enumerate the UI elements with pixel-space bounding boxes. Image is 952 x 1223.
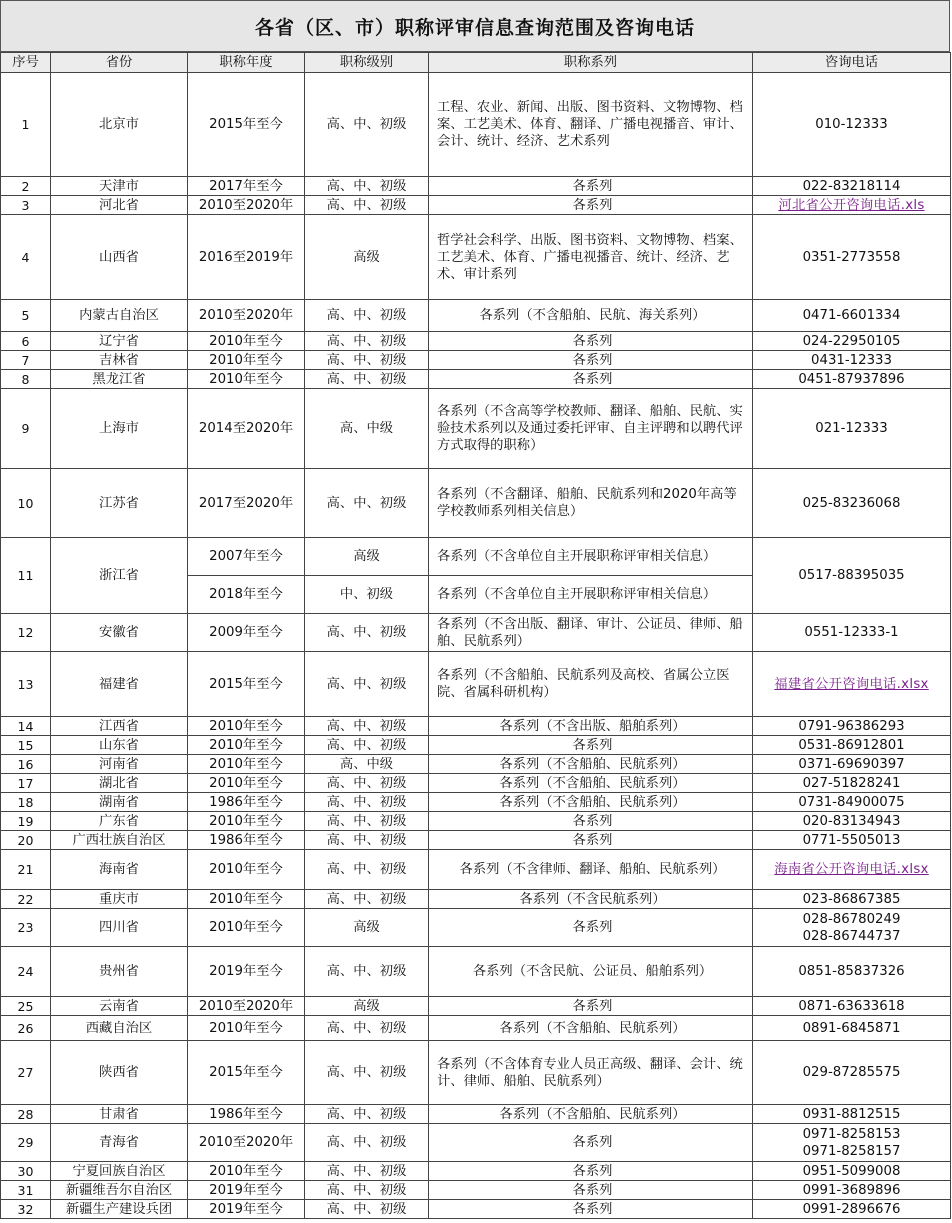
- row-number: 12: [1, 614, 51, 652]
- phone-cell: [753, 389, 951, 469]
- series-cell: 各系列: [429, 1124, 753, 1162]
- table-row: [1, 909, 951, 947]
- row-number: 11: [1, 538, 51, 614]
- province-cell: 吉林省: [51, 351, 188, 370]
- table-row: [1, 652, 951, 717]
- level-cell: 高、中、初级: [305, 947, 429, 997]
- phone-number: 0871-63633618: [798, 998, 905, 1014]
- level-cell: 高、中、初级: [305, 300, 429, 332]
- phone-file-link[interactable]: 海南省公开咨询电话.xlsx: [774, 862, 929, 877]
- table-row: [1, 469, 951, 538]
- table-row: [1, 1162, 951, 1181]
- level-cell: 高、中、初级: [305, 73, 429, 177]
- phone-number: 027-51828241: [802, 775, 901, 791]
- level-cell: 高、中级: [305, 389, 429, 469]
- table-row: [1, 1124, 951, 1162]
- series-cell: 各系列: [429, 177, 753, 196]
- year-cell: 2014至2020年: [188, 389, 305, 469]
- phone-cell: [753, 831, 951, 850]
- year-cell: 2010年至今: [188, 755, 305, 774]
- year-cell: 2010年至今: [188, 774, 305, 793]
- table-row: [1, 997, 951, 1016]
- province-cell: 四川省: [51, 909, 188, 947]
- year-cell: 1986年至今: [188, 1105, 305, 1124]
- series-cell: 各系列（不含单位自主开展职称评审相关信息）: [429, 576, 753, 614]
- phone-number: 0971-8258157: [802, 1143, 901, 1159]
- phone-number: 0971-8258153: [802, 1126, 901, 1142]
- row-number: 1: [1, 73, 51, 177]
- phone-number: 0451-87937896: [798, 371, 905, 387]
- year-cell: 2018年至今: [188, 576, 305, 614]
- series-cell: 各系列（不含船舶、民航系列）: [429, 1105, 753, 1124]
- row-number: 19: [1, 812, 51, 831]
- level-cell: 高、中、初级: [305, 652, 429, 717]
- row-number: 28: [1, 1105, 51, 1124]
- year-cell: 2009年至今: [188, 614, 305, 652]
- level-cell: 高、中、初级: [305, 351, 429, 370]
- phone-number: 0791-96386293: [798, 718, 905, 734]
- phone-number: 0471-6601334: [802, 308, 901, 323]
- level-cell: 高、中、初级: [305, 793, 429, 812]
- province-cell: 黑龙江省: [51, 370, 188, 389]
- year-cell: 2015年至今: [188, 1041, 305, 1105]
- province-cell: 广西壮族自治区: [51, 831, 188, 850]
- phone-cell: [753, 196, 951, 215]
- row-number: 17: [1, 774, 51, 793]
- row-number: 21: [1, 850, 51, 890]
- province-cell: 安徽省: [51, 614, 188, 652]
- province-cell: 新疆维吾尔自治区: [51, 1181, 188, 1200]
- province-cell: 内蒙古自治区: [51, 300, 188, 332]
- year-cell: 2019年至今: [188, 1200, 305, 1219]
- level-cell: 高、中、初级: [305, 332, 429, 351]
- row-number: 4: [1, 215, 51, 300]
- phone-cell: [753, 370, 951, 389]
- phone-cell: [753, 1105, 951, 1124]
- level-cell: 高、中、初级: [305, 177, 429, 196]
- series-cell: 各系列（不含高等学校教师、翻译、船舶、民航、实验技术系列以及通过委托评审、自主评聘和以聘代评方式取得的职称）: [429, 389, 753, 469]
- series-cell: 各系列（不含律师、翻译、船舶、民航系列）: [429, 850, 753, 890]
- series-cell: 各系列: [429, 196, 753, 215]
- phone-cell: [753, 73, 951, 177]
- year-cell: 2010至2020年: [188, 300, 305, 332]
- province-cell: 江西省: [51, 717, 188, 736]
- row-number: 3: [1, 196, 51, 215]
- phone-number: 0991-3689896: [802, 1182, 901, 1198]
- phone-cell: [753, 614, 951, 652]
- phone-cell: [753, 850, 951, 890]
- row-number: 32: [1, 1200, 51, 1219]
- phone-number: 020-83134943: [802, 813, 901, 829]
- phone-number: 0371-69690397: [798, 756, 905, 772]
- phone-cell: [753, 1124, 951, 1162]
- level-cell: 高、中、初级: [305, 469, 429, 538]
- table-row: [1, 332, 951, 351]
- province-cell: 青海省: [51, 1124, 188, 1162]
- series-cell: 各系列（不含出版、船舶系列）: [429, 717, 753, 736]
- header-phone: 咨询电话: [753, 53, 951, 73]
- phone-number: 0731-84900075: [798, 794, 905, 810]
- year-cell: 2010年至今: [188, 736, 305, 755]
- phone-cell: [753, 300, 951, 332]
- row-number: 15: [1, 736, 51, 755]
- series-cell: 各系列（不含船舶、民航系列）: [429, 793, 753, 812]
- phone-cell: [753, 736, 951, 755]
- header-no: 序号: [1, 53, 51, 73]
- series-cell: 各系列: [429, 831, 753, 850]
- phone-file-link[interactable]: 河北省公开咨询电话.xls: [778, 197, 925, 213]
- row-number: 5: [1, 300, 51, 332]
- year-cell: 2007年至今: [188, 538, 305, 576]
- year-cell: 2010年至今: [188, 909, 305, 947]
- table-row: [1, 1181, 951, 1200]
- year-cell: 2010年至今: [188, 1162, 305, 1181]
- series-cell: 各系列: [429, 1162, 753, 1181]
- phone-cell: [753, 890, 951, 909]
- table-row: [1, 850, 951, 890]
- table-body: [1, 73, 951, 1219]
- province-cell: 甘肃省: [51, 1105, 188, 1124]
- phone-number: 0931-8812515: [802, 1106, 901, 1122]
- row-number: 6: [1, 332, 51, 351]
- level-cell: 高、中、初级: [305, 1162, 429, 1181]
- year-cell: 2010年至今: [188, 351, 305, 370]
- phone-number: 024-22950105: [802, 333, 901, 349]
- row-number: 23: [1, 909, 51, 947]
- level-cell: 高、中、初级: [305, 736, 429, 755]
- level-cell: 高、中、初级: [305, 370, 429, 389]
- row-number: 26: [1, 1016, 51, 1041]
- level-cell: 高级: [305, 909, 429, 947]
- year-cell: 2015年至今: [188, 73, 305, 177]
- series-cell: 各系列: [429, 351, 753, 370]
- series-cell: 各系列: [429, 1200, 753, 1219]
- phone-number: 0351-2773558: [802, 249, 901, 265]
- phone-cell: [753, 538, 951, 614]
- phone-number: 023-86867385: [802, 891, 901, 907]
- phone-number: 025-83236068: [802, 495, 901, 511]
- table-row: [1, 215, 951, 300]
- series-cell: 各系列: [429, 370, 753, 389]
- series-cell: 各系列: [429, 736, 753, 755]
- year-cell: 2010至2020年: [188, 997, 305, 1016]
- header-level: 职称级别: [305, 53, 429, 73]
- phone-cell: [753, 1162, 951, 1181]
- province-cell: 湖南省: [51, 793, 188, 812]
- series-cell: 各系列（不含体育专业人员正高级、翻译、会计、统计、律师、船舶、民航系列）: [429, 1041, 753, 1105]
- row-number: 2: [1, 177, 51, 196]
- level-cell: 高、中、初级: [305, 1105, 429, 1124]
- phone-number: 0851-85837326: [798, 964, 905, 979]
- year-cell: 2010年至今: [188, 332, 305, 351]
- series-cell: 哲学社会科学、出版、图书资料、文物博物、档案、工艺美术、体育、广播电视播音、统计、经济、艺术、审计系列: [429, 215, 753, 300]
- table-row: [1, 177, 951, 196]
- phone-cell: [753, 351, 951, 370]
- table-row: [1, 890, 951, 909]
- level-cell: 中、初级: [305, 576, 429, 614]
- series-cell: 各系列: [429, 332, 753, 351]
- phone-cell: [753, 1181, 951, 1200]
- level-cell: 高、中、初级: [305, 774, 429, 793]
- phone-cell: [753, 947, 951, 997]
- row-number: 27: [1, 1041, 51, 1105]
- year-cell: 2017年至今: [188, 177, 305, 196]
- level-cell: 高、中、初级: [305, 1124, 429, 1162]
- year-cell: 2010年至今: [188, 370, 305, 389]
- year-cell: 1986年至今: [188, 793, 305, 812]
- province-cell: 贵州省: [51, 947, 188, 997]
- phone-cell: [753, 755, 951, 774]
- level-cell: 高、中、初级: [305, 850, 429, 890]
- level-cell: 高级: [305, 538, 429, 576]
- province-cell: 陕西省: [51, 1041, 188, 1105]
- phone-number: 010-12333: [815, 117, 888, 132]
- phone-number: 028-86744737: [802, 928, 901, 944]
- table-row: [1, 947, 951, 997]
- year-cell: 2010年至今: [188, 717, 305, 736]
- province-cell: 海南省: [51, 850, 188, 890]
- level-cell: 高、中、初级: [305, 614, 429, 652]
- series-cell: 各系列（不含船舶、民航系列）: [429, 1016, 753, 1041]
- phone-number: 0771-5505013: [802, 832, 901, 848]
- series-cell: 工程、农业、新闻、出版、图书资料、文物博物、档案、工艺美术、体育、翻译、广播电视播音、审计、会计、统计、经济、艺术系列: [429, 73, 753, 177]
- series-cell: 各系列（不含民航、公证员、船舶系列）: [429, 947, 753, 997]
- row-number: 18: [1, 793, 51, 812]
- phone-number: 0951-5099008: [802, 1163, 901, 1179]
- table-row: [1, 717, 951, 736]
- phone-number: 022-83218114: [802, 178, 901, 194]
- province-cell: 云南省: [51, 997, 188, 1016]
- series-cell: 各系列（不含翻译、船舶、民航系列和2020年高等学校教师系列相关信息）: [429, 469, 753, 538]
- province-cell: 广东省: [51, 812, 188, 831]
- header-series: 职称系列: [429, 53, 753, 73]
- phone-file-link[interactable]: 福建省公开咨询电话.xlsx: [774, 676, 929, 692]
- year-cell: 2019年至今: [188, 947, 305, 997]
- table-row: [1, 793, 951, 812]
- level-cell: 高级: [305, 215, 429, 300]
- phone-cell: [753, 774, 951, 793]
- phone-cell: [753, 652, 951, 717]
- level-cell: 高、中、初级: [305, 812, 429, 831]
- level-cell: 高、中、初级: [305, 196, 429, 215]
- year-cell: 2010年至今: [188, 812, 305, 831]
- phone-cell: [753, 469, 951, 538]
- phone-cell: [753, 177, 951, 196]
- table-row: [1, 831, 951, 850]
- table-row: [1, 73, 951, 177]
- province-cell: 北京市: [51, 73, 188, 177]
- table-row: [1, 755, 951, 774]
- series-cell: 各系列: [429, 1181, 753, 1200]
- row-number: 31: [1, 1181, 51, 1200]
- phone-number: 0891-6845871: [802, 1020, 901, 1036]
- phone-cell: [753, 332, 951, 351]
- phone-number: 028-86780249: [802, 911, 901, 927]
- table-row: [1, 614, 951, 652]
- province-cell: 山西省: [51, 215, 188, 300]
- table-row: [1, 1041, 951, 1105]
- header-province: 省份: [51, 53, 188, 73]
- phone-number: 0551-12333-1: [804, 625, 899, 640]
- row-number: 20: [1, 831, 51, 850]
- province-cell: 湖北省: [51, 774, 188, 793]
- province-cell: 福建省: [51, 652, 188, 717]
- year-cell: 2010年至今: [188, 1016, 305, 1041]
- row-number: 8: [1, 370, 51, 389]
- province-cell: 重庆市: [51, 890, 188, 909]
- province-cell: 山东省: [51, 736, 188, 755]
- phone-cell: [753, 717, 951, 736]
- row-number: 16: [1, 755, 51, 774]
- table-row: [1, 736, 951, 755]
- province-cell: 河南省: [51, 755, 188, 774]
- row-number: 13: [1, 652, 51, 717]
- row-number: 22: [1, 890, 51, 909]
- table-row: [1, 1105, 951, 1124]
- province-cell: 江苏省: [51, 469, 188, 538]
- header-year: 职称年度: [188, 53, 305, 73]
- level-cell: 高、中、初级: [305, 1200, 429, 1219]
- province-cell: 西藏自治区: [51, 1016, 188, 1041]
- series-cell: 各系列（不含船舶、民航系列）: [429, 755, 753, 774]
- row-number: 29: [1, 1124, 51, 1162]
- phone-cell: [753, 909, 951, 947]
- row-number: 14: [1, 717, 51, 736]
- table-row: [1, 389, 951, 469]
- level-cell: 高、中级: [305, 755, 429, 774]
- level-cell: 高、中、初级: [305, 831, 429, 850]
- phone-cell: [753, 997, 951, 1016]
- phone-number: 0531-86912801: [798, 737, 905, 753]
- series-cell: 各系列（不含船舶、民航、海关系列）: [429, 300, 753, 332]
- table-title: 各省（区、市）职称评审信息查询范围及咨询电话: [0, 0, 950, 52]
- row-number: 10: [1, 469, 51, 538]
- year-cell: 2017至2020年: [188, 469, 305, 538]
- table-row: [1, 196, 951, 215]
- table-row: [1, 1200, 951, 1219]
- series-cell: 各系列: [429, 812, 753, 831]
- series-cell: 各系列（不含出版、翻译、审计、公证员、律师、船舶、民航系列）: [429, 614, 753, 652]
- phone-number: 029-87285575: [802, 1065, 901, 1080]
- province-cell: 新疆生产建设兵团: [51, 1200, 188, 1219]
- province-cell: 天津市: [51, 177, 188, 196]
- table-row: [1, 812, 951, 831]
- year-cell: 2016至2019年: [188, 215, 305, 300]
- level-cell: 高、中、初级: [305, 1181, 429, 1200]
- province-cell: 浙江省: [51, 538, 188, 614]
- phone-number: 0517-88395035: [798, 568, 905, 583]
- province-cell: 宁夏回族自治区: [51, 1162, 188, 1181]
- series-cell: 各系列（不含船舶、民航系列及高校、省属公立医院、省属科研机构）: [429, 652, 753, 717]
- year-cell: 2019年至今: [188, 1181, 305, 1200]
- phone-number: 021-12333: [815, 421, 888, 436]
- year-cell: 2015年至今: [188, 652, 305, 717]
- phone-cell: [753, 812, 951, 831]
- table-row: [1, 351, 951, 370]
- table-row: [1, 538, 951, 576]
- level-cell: 高级: [305, 997, 429, 1016]
- level-cell: 高、中、初级: [305, 717, 429, 736]
- phone-cell: [753, 1016, 951, 1041]
- row-number: 9: [1, 389, 51, 469]
- year-cell: 2010至2020年: [188, 1124, 305, 1162]
- series-cell: 各系列: [429, 997, 753, 1016]
- table-row: [1, 300, 951, 332]
- row-number: 7: [1, 351, 51, 370]
- table-row: [1, 370, 951, 389]
- series-cell: 各系列（不含船舶、民航系列）: [429, 774, 753, 793]
- series-cell: 各系列（不含民航系列）: [429, 890, 753, 909]
- year-cell: 2010年至今: [188, 850, 305, 890]
- row-number: 25: [1, 997, 51, 1016]
- series-cell: 各系列（不含单位自主开展职称评审相关信息）: [429, 538, 753, 576]
- row-number: 30: [1, 1162, 51, 1181]
- phone-cell: [753, 1200, 951, 1219]
- table-row: [1, 1016, 951, 1041]
- series-cell: 各系列: [429, 909, 753, 947]
- province-cell: 上海市: [51, 389, 188, 469]
- year-cell: 1986年至今: [188, 831, 305, 850]
- phone-cell: [753, 1041, 951, 1105]
- province-cell: 河北省: [51, 196, 188, 215]
- header-row: [1, 53, 951, 73]
- province-cell: 辽宁省: [51, 332, 188, 351]
- phone-cell: [753, 793, 951, 812]
- level-cell: 高、中、初级: [305, 890, 429, 909]
- phone-cell: [753, 215, 951, 300]
- level-cell: 高、中、初级: [305, 1016, 429, 1041]
- phone-number: 0991-2896676: [802, 1201, 901, 1217]
- year-cell: 2010至2020年: [188, 196, 305, 215]
- year-cell: 2010年至今: [188, 890, 305, 909]
- phone-number: 0431-12333: [811, 352, 892, 368]
- row-number: 24: [1, 947, 51, 997]
- table-row: [1, 774, 951, 793]
- info-table: [0, 52, 951, 1219]
- level-cell: 高、中、初级: [305, 1041, 429, 1105]
